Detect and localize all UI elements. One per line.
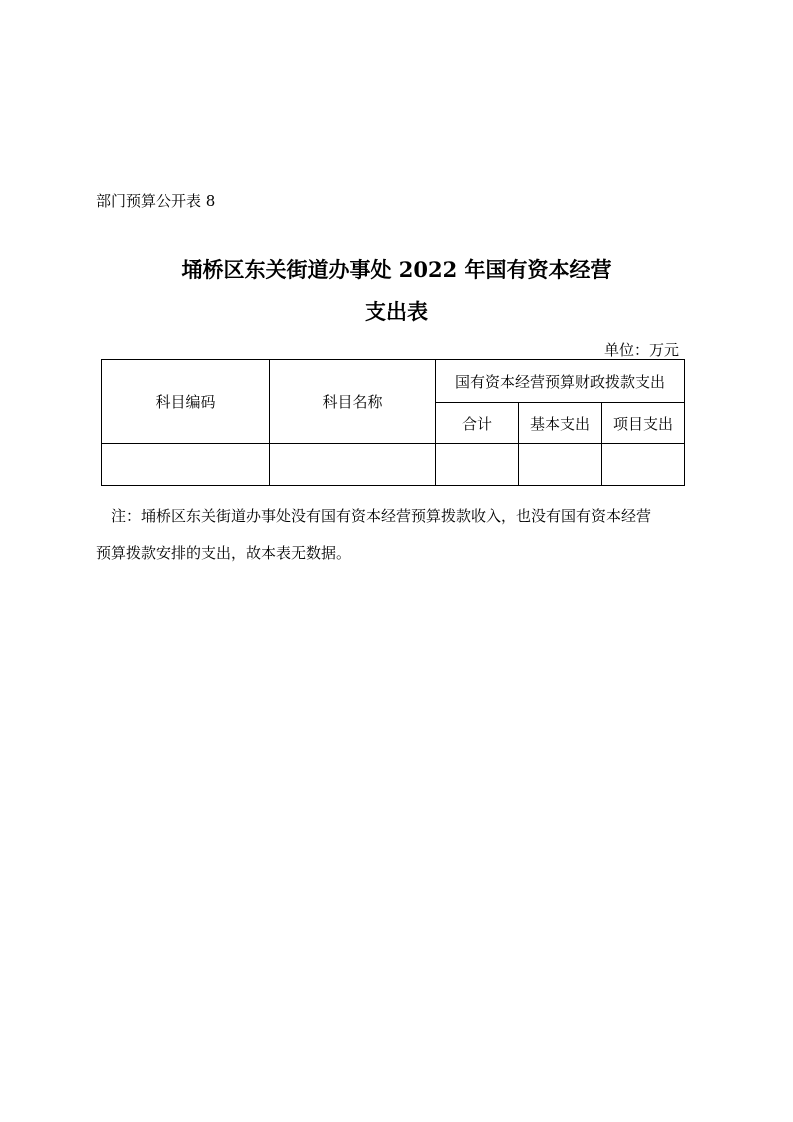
header-project-expenditure: 项目支出 — [602, 403, 685, 444]
cell-basic — [519, 444, 602, 486]
cell-total — [436, 444, 519, 486]
cell-name — [270, 444, 436, 486]
expenditure-table — [101, 359, 685, 486]
note-line-1: 注：埇桥区东关街道办事处没有国有资本经营预算拨款收入，也没有国有资本经营 — [111, 507, 652, 525]
cell-code — [102, 444, 270, 486]
table-header-row — [102, 360, 685, 403]
cell-project — [602, 444, 685, 486]
header-subject-name: 科目名称 — [270, 360, 436, 444]
page-title: 埇桥区东关街道办事处 2022 年国有资本经营 — [181, 257, 612, 282]
page-subtitle: 支出表 — [365, 299, 428, 324]
header-total: 合计 — [436, 403, 519, 444]
header-group-expenditure: 国有资本经营预算财政拨款支出 — [436, 360, 685, 403]
unit-label: 单位：万元 — [603, 341, 679, 359]
document-label: 部门预算公开表 8 — [96, 192, 216, 210]
header-basic-expenditure: 基本支出 — [519, 403, 602, 444]
header-subject-code: 科目编码 — [102, 360, 270, 444]
table-row — [102, 444, 685, 486]
note-line-2: 预算拨款安排的支出，故本表无数据。 — [96, 544, 352, 562]
